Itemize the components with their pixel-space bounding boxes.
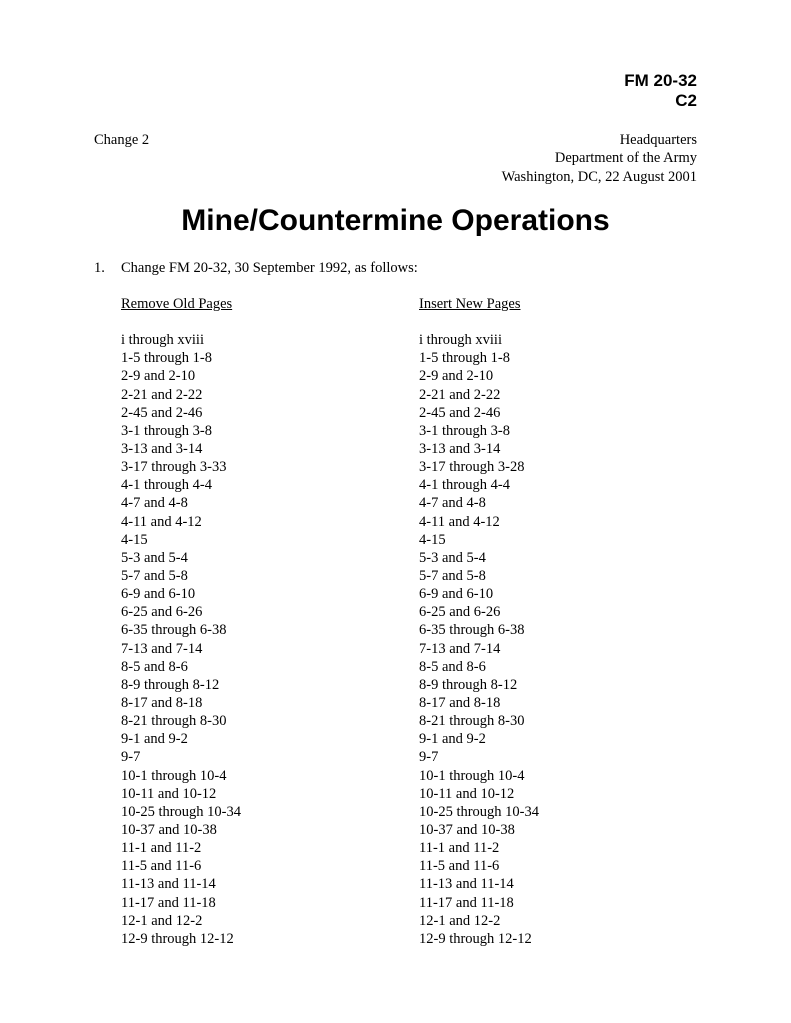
page-range-item: 5-7 and 5-8 [419,567,486,584]
instruction-number: 1. [94,260,105,276]
page-range-item: 6-9 and 6-10 [121,586,196,603]
page-range-item: 11-13 and 11-14 [121,876,216,893]
hq-line: Washington, DC, 22 August 2001 [501,168,697,185]
instruction-text: Change FM 20-32, 30 September 1992, as follows: [121,260,418,276]
page-range-item: 10-37 and 10-38 [419,821,515,838]
page-range-item: 3-17 through 3-33 [121,459,227,476]
page-range-item: 2-45 and 2-46 [419,404,501,421]
page-range-item: 3-17 through 3-28 [419,459,525,476]
page-range-item: 5-3 and 5-4 [121,549,188,566]
insert-pages-list [419,331,539,948]
page-range-item: 11-1 and 11-2 [121,840,202,857]
change-code: C2 [675,91,697,110]
page-range-item: 7-13 and 7-14 [121,640,203,657]
page-range-item: 5-3 and 5-4 [419,549,486,566]
page-range-item: i through xviii [419,332,502,349]
page-title: Mine/Countermine Operations [181,204,610,237]
page-range-item: 6-35 through 6-38 [121,622,227,639]
page-range-item: i through xviii [121,332,204,349]
page-range-item: 11-5 and 11-6 [419,858,500,875]
page-range-item: 4-1 through 4-4 [121,477,213,494]
insert-pages-heading: Insert New Pages [419,296,521,312]
page-range-item: 1-5 through 1-8 [419,350,511,367]
page-range-item: 6-25 and 6-26 [419,604,501,621]
page-range-item: 2-9 and 2-10 [419,368,494,385]
page-range-item: 8-21 through 8-30 [121,713,227,730]
remove-pages-column [121,295,241,948]
page-range-item: 9-7 [419,749,439,766]
page-range-item: 11-5 and 11-6 [121,858,202,875]
page-range-item: 8-9 through 8-12 [121,676,220,693]
doc-number: FM 20-32 [624,71,697,90]
page-range-item: 4-15 [419,531,446,548]
page-range-item: 8-5 and 8-6 [121,658,188,675]
remove-pages-list [121,331,241,948]
page-range-item: 10-37 and 10-38 [121,821,217,838]
page-range-item: 3-1 through 3-8 [419,422,511,439]
page-range-item: 6-9 and 6-10 [419,586,494,603]
page-range-item: 8-9 through 8-12 [419,676,518,693]
insert-pages-column [419,295,539,948]
page-range-item: 11-13 and 11-14 [419,876,514,893]
page-range-item: 8-17 and 8-18 [121,694,203,711]
page-range-item: 9-1 and 9-2 [121,731,188,748]
hq-line: Headquarters [619,132,697,148]
remove-pages-heading: Remove Old Pages [121,296,233,312]
page-range-item: 6-35 through 6-38 [419,622,525,639]
page-range-item: 12-1 and 12-2 [419,912,501,929]
change-label: Change 2 [94,132,150,148]
page-range-item: 4-7 and 4-8 [419,495,486,512]
page-range-item: 11-1 and 11-2 [419,840,500,857]
page-range-item: 5-7 and 5-8 [121,567,188,584]
page-range-item: 10-11 and 10-12 [121,785,217,802]
page-range-item: 9-1 and 9-2 [419,731,486,748]
page-range-item: 11-17 and 11-18 [419,894,514,911]
page-range-item: 8-17 and 8-18 [419,694,501,711]
page-range-item: 10-1 through 10-4 [419,767,525,784]
page-range-item: 2-9 and 2-10 [121,368,196,385]
page-range-item: 4-1 through 4-4 [419,477,511,494]
page-range-item: 4-11 and 4-12 [419,513,500,530]
page-range-item: 4-11 and 4-12 [121,513,202,530]
page-range-item: 4-15 [121,531,148,548]
page-range-item: 3-13 and 3-14 [419,441,501,457]
page-range-item: 10-25 through 10-34 [121,803,242,820]
document-identifier [624,71,697,111]
page-range-item: 8-21 through 8-30 [419,713,525,730]
page-range-item: 12-9 through 12-12 [121,930,234,947]
page-range-item: 11-17 and 11-18 [121,894,216,911]
page-range-item: 8-5 and 8-6 [419,658,486,675]
page-range-item: 1-5 through 1-8 [121,350,213,367]
page-range-item: 3-1 through 3-8 [121,422,213,439]
page-range-item: 10-1 through 10-4 [121,767,227,784]
page-range-item: 2-21 and 2-22 [121,386,203,403]
page-range-item: 10-25 through 10-34 [419,803,540,820]
headquarters-block [502,131,697,186]
page-range-item: 12-1 and 12-2 [121,912,203,929]
page-range-item: 2-21 and 2-22 [419,386,501,403]
page-range-item: 2-45 and 2-46 [121,404,203,421]
page-range-item: 7-13 and 7-14 [419,640,501,657]
page-range-item: 4-7 and 4-8 [121,495,188,512]
hq-line: Department of the Army [554,150,697,167]
page-range-item: 12-9 through 12-12 [419,930,532,947]
page-range-item: 9-7 [121,749,141,766]
page-range-item: 10-11 and 10-12 [419,785,515,802]
page-range-item: 6-25 and 6-26 [121,604,203,621]
page-range-item: 3-13 and 3-14 [121,441,203,457]
